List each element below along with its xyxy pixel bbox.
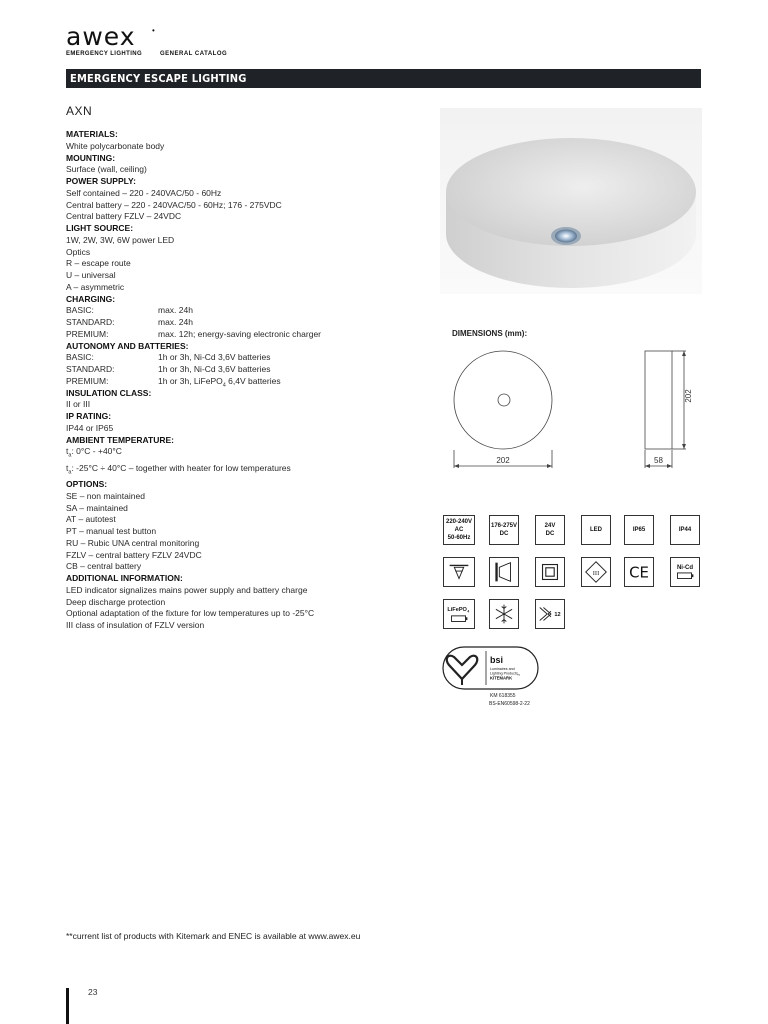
- led-icon: LED: [581, 515, 611, 545]
- viewing-distance-icon: [535, 599, 565, 629]
- product-title: AXN: [66, 104, 93, 118]
- charging-value: max. 12h; energy-saving electronic charger: [158, 328, 321, 339]
- light-line: 1W, 2W, 3W, 6W power LED: [66, 234, 175, 245]
- dim-depth-label: 58: [654, 456, 663, 465]
- light-line: Optics: [66, 246, 91, 257]
- additional-heading: ADDITIONAL INFORMATION:: [66, 573, 183, 584]
- ce-label: CE: [629, 563, 649, 582]
- bsi-kitemark-logo: [442, 645, 542, 709]
- voltage-ac-icon: 220-240V AC 50-60Hz: [443, 515, 475, 545]
- option-line: SE – non maintained: [66, 490, 145, 501]
- lifepo-subscript: 4: [467, 609, 470, 614]
- arrow-icon: [667, 464, 672, 468]
- additional-line: Deep discharge protection: [66, 596, 166, 607]
- option-line: AT – autotest: [66, 514, 116, 525]
- charging-value: max. 24h: [158, 317, 193, 327]
- option-line: FZLV – central battery FZLV 24VDC: [66, 549, 202, 560]
- autonomy-key: STANDARD:: [66, 364, 115, 374]
- charging-heading: CHARGING:: [66, 293, 116, 304]
- insulation-value: II or III: [66, 399, 91, 410]
- kitemark-line: Lighting Products: [490, 671, 518, 676]
- logo-dot: •: [152, 26, 155, 35]
- product-photo: [440, 108, 702, 294]
- power-heading: POWER SUPPLY:: [66, 176, 136, 186]
- ceiling-mount-icon: [443, 557, 475, 587]
- mounting-heading: MOUNTING:: [66, 152, 116, 163]
- charging-key: BASIC:: [66, 305, 94, 316]
- light-line: R – escape route: [66, 258, 131, 269]
- power-line: Self contained – 220 - 240VAC/50 - 60Hz: [66, 187, 222, 198]
- additional-line: III class of insulation of FZLV version: [66, 620, 205, 631]
- dimensions-title: DIMENSIONS (mm):: [452, 329, 528, 338]
- arrow-icon: [645, 464, 650, 468]
- charging-row: [66, 305, 446, 317]
- insulation-heading: INSULATION CLASS:: [66, 387, 152, 398]
- logo-subtitle: EMERGENCY LIGHTING: [66, 51, 143, 57]
- ambient-heading: AMBIENT TEMPERATURE:: [66, 434, 174, 445]
- options-heading: OPTIONS:: [66, 479, 108, 490]
- kitemark-line: Luminaires and: [490, 667, 515, 671]
- kitemark-trademark: ™: [517, 673, 521, 678]
- autonomy-value: 1h or 3h, Ni-Cd 3,6V batteries: [158, 364, 271, 374]
- logo-wordmark: awex: [66, 22, 136, 51]
- footnote: **current list of products with Kitemark and ENEC is available at www.awex.eu: [66, 931, 361, 941]
- spec-block: [66, 129, 446, 632]
- power-line: Central battery FZLV – 24VDC: [66, 211, 182, 222]
- catalog-label: GENERAL CATALOG: [160, 51, 228, 57]
- viewing-distance-label: 12: [554, 611, 561, 618]
- lifepo-label: LiFePO: [447, 607, 467, 614]
- class-iii-label: III: [592, 569, 600, 577]
- charging-key: STANDARD:: [66, 317, 115, 327]
- arrow-icon: [682, 351, 686, 356]
- ambient-line: $t_a$: 0°C - +40°C: [66, 446, 122, 459]
- nicd-battery-icon: [670, 557, 700, 587]
- ip65-icon: IP65: [624, 515, 654, 545]
- ce-mark-icon: [624, 557, 654, 587]
- autonomy-heading: AUTONOMY AND BATTERIES:: [66, 340, 189, 351]
- section-banner: [66, 69, 701, 88]
- light-line: U – universal: [66, 270, 116, 280]
- power-line: Central battery – 220 - 240VAC/50 - 60Hz; 176 - 275VDC: [66, 199, 282, 210]
- side-view-outline: [645, 351, 672, 449]
- autonomy-value: 1h or 3h, Ni-Cd 3,6V batteries: [158, 352, 271, 363]
- kitemark-standard: BS-EN60598-2-22: [489, 701, 530, 707]
- section-banner-title: EMERGENCY ESCAPE LIGHTING: [70, 72, 247, 85]
- class-iii-icon: [581, 557, 611, 587]
- arrow-icon: [682, 444, 686, 449]
- autonomy-row: [66, 364, 446, 376]
- autonomy-row: [66, 352, 446, 364]
- page-number: 23: [88, 987, 98, 997]
- light-heading: LIGHT SOURCE:: [66, 223, 134, 233]
- additional-line: LED indicator signalizes mains power supply and battery charge: [66, 584, 308, 595]
- materials-value: White polycarbonate body: [66, 140, 165, 151]
- arrow-icon: [547, 464, 552, 468]
- kitemark-licence: KM 618355: [490, 693, 516, 699]
- light-line: A – asymmetric: [66, 281, 125, 292]
- voltage-dc-icon: 176-275V DC: [489, 515, 519, 545]
- autonomy-key: PREMIUM:: [66, 375, 109, 386]
- ambient-line: $t_a$: -25°C ÷ 40°C – together with heater for low temperatures: [66, 462, 291, 476]
- snowflake-icon: [489, 599, 519, 629]
- autonomy-row: [66, 376, 446, 388]
- additional-line: Optional adaptation of the fixture for low temperatures up to -25°C: [66, 608, 315, 619]
- autonomy-key: BASIC:: [66, 352, 94, 363]
- ip-value: IP44 or IP65: [66, 422, 114, 433]
- charging-key: PREMIUM:: [66, 328, 109, 339]
- dim-height-label: 202: [684, 389, 693, 403]
- ip-heading: IP RATING:: [66, 411, 112, 421]
- page-bar: [66, 988, 69, 1024]
- nicd-label: Ni-Cd: [676, 565, 694, 572]
- materials-heading: MATERIALS:: [66, 129, 118, 139]
- front-view-outline: [454, 351, 552, 449]
- wall-mount-icon: [489, 557, 519, 587]
- ip44-icon: IP44: [670, 515, 700, 545]
- kitemark-line: KITEMARK: [490, 675, 513, 681]
- voltage-24v-icon: 24V DC: [535, 515, 565, 545]
- arrow-icon: [454, 464, 459, 468]
- charging-row: [66, 329, 446, 341]
- charging-row: [66, 317, 446, 329]
- front-view-lens: [498, 394, 510, 406]
- option-line: PT – manual test button: [66, 526, 157, 537]
- class-ii-icon: [535, 557, 565, 587]
- autonomy-value: 1h or 3h, LiFePO$_4$ 6,4V batteries: [158, 375, 281, 389]
- option-line: SA – maintained: [66, 502, 128, 513]
- lifepo-battery-icon: [443, 599, 475, 629]
- charging-value: max. 24h: [158, 305, 193, 316]
- dimensions-drawing: [446, 342, 706, 474]
- dim-diameter-label: 202: [496, 456, 510, 465]
- mounting-value: Surface (wall, ceiling): [66, 164, 147, 175]
- bsi-brand: bsi: [490, 655, 504, 665]
- option-line: CB – central battery: [66, 561, 142, 572]
- awex-logo: [66, 22, 155, 57]
- option-line: RU – Rubic UNA central monitoring: [66, 537, 200, 548]
- fixture-lens: [555, 230, 577, 243]
